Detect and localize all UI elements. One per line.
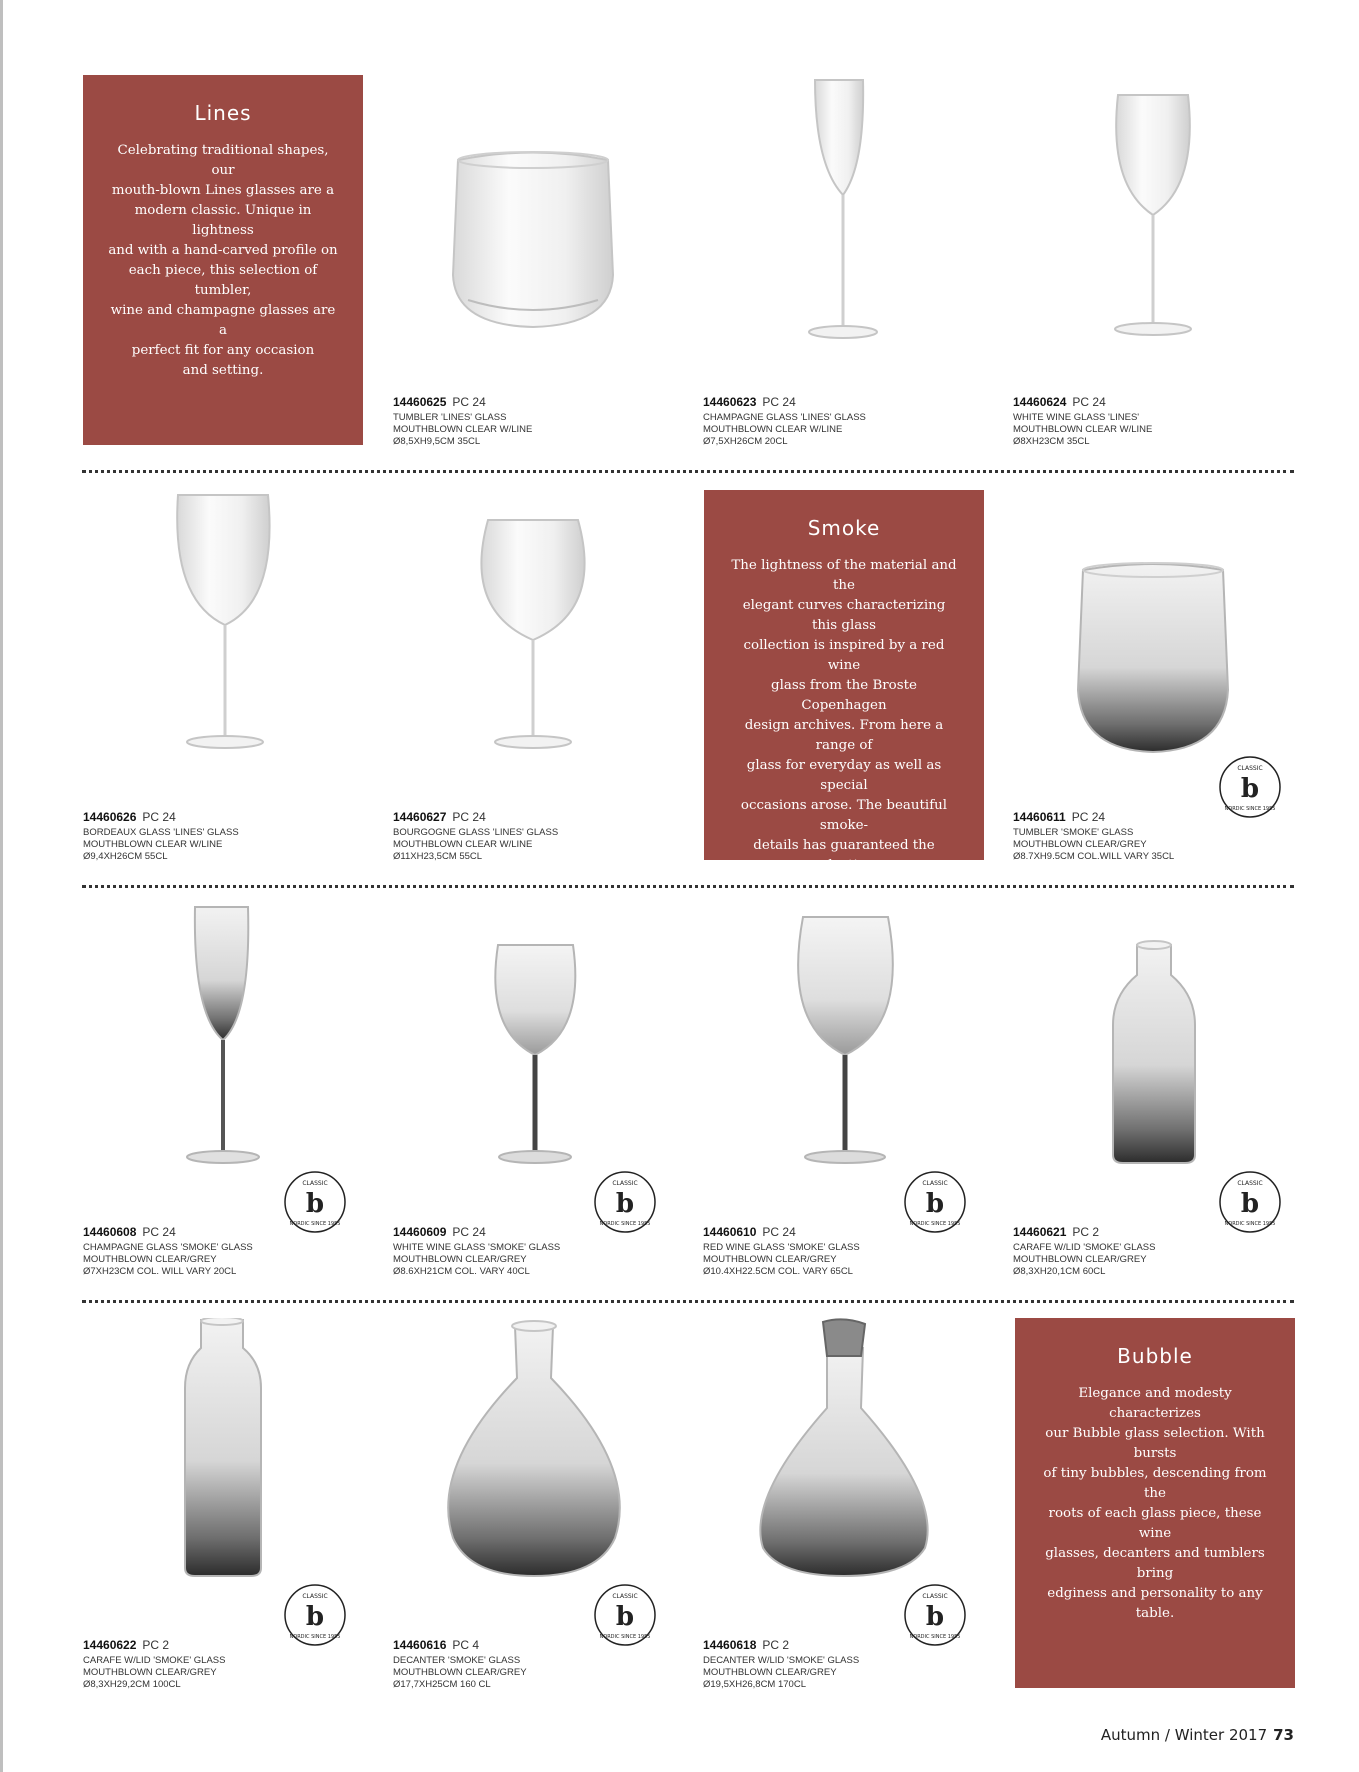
- smoke-title: Smoke: [807, 516, 881, 540]
- svg-text:NORDIC SINCE 1955: NORDIC SINCE 1955: [1224, 806, 1276, 812]
- product-card[interactable]: [83, 490, 383, 870]
- white-wine-smoke-icon: [393, 905, 693, 1175]
- product-code: 14460608: [83, 1225, 137, 1239]
- white-wine-glass-icon: [1013, 75, 1313, 345]
- svg-text:CLASSIC: CLASSIC: [612, 1180, 638, 1187]
- smoke-description: The lightness of the material and the elegant curves characterizing this glass collection is inspired by a red wine glass from the Broste Copenhagen design archives. From here a range of glass for everyday as well as special occasions arose. The beautiful smoke- details has guaranteed the selection a unique look.: [731, 558, 957, 893]
- product-code: 14460611: [1013, 810, 1066, 824]
- carafe-tall-icon: [83, 1318, 383, 1588]
- svg-text:CLASSIC: CLASSIC: [302, 1180, 328, 1187]
- product-caption: [83, 810, 383, 863]
- product-dimensions: Ø8.7XH9.5CM COL.WILL VARY 35CL: [1013, 851, 1175, 862]
- carafe-small-icon: [1013, 905, 1313, 1175]
- product-code: 14460621: [1013, 1225, 1067, 1239]
- product-caption: [393, 395, 693, 448]
- product-material: MOUTHBLOWN CLEAR/GREY: [703, 1254, 837, 1265]
- product-code: 14460609: [393, 1225, 447, 1239]
- bubble-description: Elegance and modesty characterizes our Bubble glass selection. With bursts of tiny bubbles, descending from the roots of each glass piece, these wine glasses, decanters and tumblers bring edginess and personality to any table.: [1043, 1386, 1267, 1621]
- product-material: MOUTHBLOWN CLEAR/GREY: [703, 1667, 837, 1678]
- product-material: MOUTHBLOWN CLEAR/GREY: [1013, 1254, 1147, 1265]
- product-name: CHAMPAGNE GLASS 'SMOKE' GLASS: [83, 1242, 253, 1253]
- row-divider-1: [82, 470, 1294, 473]
- svg-text:CLASSIC: CLASSIC: [1237, 1180, 1263, 1187]
- product-name: WHITE WINE GLASS 'SMOKE' GLASS: [393, 1242, 561, 1253]
- product-code: 14460623: [703, 395, 757, 409]
- pack-count: PC 24: [452, 395, 486, 409]
- pack-count: PC 4: [452, 1638, 480, 1652]
- product-caption: [393, 1638, 693, 1691]
- product-name: DECANTER 'SMOKE' GLASS: [393, 1655, 521, 1666]
- champagne-smoke-icon: [83, 905, 383, 1175]
- product-name: CARAFE W/LID 'SMOKE' GLASS: [1013, 1242, 1156, 1253]
- svg-text:CLASSIC: CLASSIC: [922, 1593, 948, 1600]
- product-code: 14460622: [83, 1638, 137, 1652]
- product-caption: [83, 1225, 383, 1278]
- bubble-title: Bubble: [1117, 1344, 1193, 1368]
- svg-text:b: b: [1240, 1189, 1260, 1219]
- decanter-lid-icon: [703, 1318, 1003, 1588]
- product-dimensions: Ø8,3XH20,1CM 60CL: [1013, 1266, 1106, 1277]
- product-name: TUMBLER 'SMOKE' GLASS: [1013, 827, 1134, 838]
- pack-count: PC 24: [452, 1225, 486, 1239]
- product-dimensions: Ø8,5XH9,5CM 35CL: [393, 436, 481, 447]
- bourgogne-glass-icon: [393, 490, 693, 760]
- product-name: BOURGOGNE GLASS 'LINES' GLASS: [393, 827, 559, 838]
- product-dimensions: Ø8XH23CM 35CL: [1013, 436, 1090, 447]
- lines-info-box: [83, 75, 363, 445]
- product-material: MOUTHBLOWN CLEAR/GREY: [83, 1667, 217, 1678]
- svg-text:NORDIC SINCE 1955: NORDIC SINCE 1955: [289, 1221, 341, 1227]
- product-code: 14460625: [393, 395, 447, 409]
- champagne-glass-icon: [703, 75, 1003, 345]
- product-caption: [1013, 810, 1313, 863]
- product-name: RED WINE GLASS 'SMOKE' GLASS: [703, 1242, 860, 1253]
- product-caption: [393, 810, 693, 863]
- pack-count: PC 2: [142, 1638, 170, 1652]
- svg-text:b: b: [925, 1602, 945, 1632]
- product-material: MOUTHBLOWN CLEAR W/LINE: [1013, 424, 1153, 435]
- red-wine-smoke-icon: [703, 905, 1003, 1175]
- product-name: TUMBLER 'LINES' GLASS: [393, 412, 507, 423]
- product-code: 14460610: [703, 1225, 757, 1239]
- svg-text:NORDIC SINCE 1955: NORDIC SINCE 1955: [909, 1221, 961, 1227]
- product-caption: [703, 395, 1003, 448]
- product-name: DECANTER W/LID 'SMOKE' GLASS: [703, 1655, 860, 1666]
- product-dimensions: Ø17,7XH25CM 160 CL: [393, 1679, 491, 1690]
- product-card[interactable]: [1013, 75, 1313, 455]
- pack-count: PC 24: [1071, 810, 1106, 824]
- svg-text:b: b: [615, 1602, 635, 1632]
- product-dimensions: Ø8,3XH29,2CM 100CL: [83, 1679, 181, 1690]
- product-material: MOUTHBLOWN CLEAR/GREY: [393, 1667, 527, 1678]
- product-code: 14460616: [393, 1638, 447, 1652]
- tumbler-smoke-icon: [1013, 490, 1313, 760]
- product-dimensions: Ø11XH23,5CM 55CL: [393, 851, 483, 862]
- product-caption: [1013, 1225, 1313, 1278]
- svg-text:b: b: [305, 1189, 325, 1219]
- row-divider-3: [82, 1300, 1294, 1303]
- product-dimensions: Ø8.6XH21CM COL. VARY 40CL: [393, 1266, 530, 1277]
- season-label: Autumn / Winter 2017: [1100, 1726, 1268, 1744]
- row-divider-2: [82, 885, 1294, 888]
- product-material: MOUTHBLOWN CLEAR W/LINE: [393, 424, 533, 435]
- product-caption: [703, 1225, 1003, 1278]
- pack-count: PC 24: [1072, 395, 1106, 409]
- product-caption: [1013, 395, 1313, 448]
- svg-text:b: b: [615, 1189, 635, 1219]
- svg-text:NORDIC SINCE 1955: NORDIC SINCE 1955: [1224, 1221, 1276, 1227]
- product-name: CHAMPAGNE GLASS 'LINES' GLASS: [703, 412, 866, 423]
- pack-count: PC 2: [762, 1638, 790, 1652]
- product-caption: [83, 1638, 383, 1691]
- product-card[interactable]: [1013, 490, 1313, 870]
- product-card[interactable]: [83, 1318, 383, 1698]
- product-card[interactable]: [393, 1318, 693, 1698]
- page-edge: [0, 0, 3, 1772]
- svg-text:b: b: [925, 1189, 945, 1219]
- svg-text:CLASSIC: CLASSIC: [922, 1180, 948, 1187]
- decanter-icon: [393, 1318, 693, 1588]
- pack-count: PC 24: [142, 810, 176, 824]
- pack-count: PC 24: [142, 1225, 176, 1239]
- product-material: MOUTHBLOWN CLEAR/GREY: [83, 1254, 217, 1265]
- product-code: 14460627: [393, 810, 447, 824]
- product-caption: [703, 1638, 1003, 1691]
- product-card[interactable]: [83, 905, 383, 1285]
- pack-count: PC 24: [762, 395, 796, 409]
- svg-text:CLASSIC: CLASSIC: [612, 1593, 638, 1600]
- pack-count: PC 24: [452, 810, 486, 824]
- product-card[interactable]: [703, 905, 1003, 1285]
- svg-text:NORDIC SINCE 1955: NORDIC SINCE 1955: [909, 1634, 961, 1640]
- pack-count: PC 24: [762, 1225, 796, 1239]
- product-material: MOUTHBLOWN CLEAR W/LINE: [703, 424, 843, 435]
- product-dimensions: Ø10.4XH22.5CM COL. VARY 65CL: [703, 1266, 853, 1277]
- product-card[interactable]: [1013, 905, 1313, 1285]
- svg-text:b: b: [1240, 774, 1260, 804]
- svg-text:CLASSIC: CLASSIC: [1237, 765, 1263, 772]
- product-card[interactable]: [393, 75, 693, 455]
- page-number: 73: [1273, 1726, 1294, 1744]
- svg-text:CLASSIC: CLASSIC: [302, 1593, 328, 1600]
- product-dimensions: Ø19,5XH26,8CM 170CL: [703, 1679, 806, 1690]
- product-code: 14460618: [703, 1638, 757, 1652]
- bordeaux-glass-icon: [83, 490, 383, 760]
- product-material: MOUTHBLOWN CLEAR/GREY: [1013, 839, 1147, 850]
- product-code: 14460624: [1013, 395, 1067, 409]
- product-material: MOUTHBLOWN CLEAR W/LINE: [393, 839, 533, 850]
- product-card[interactable]: [703, 75, 1003, 455]
- product-card[interactable]: [703, 1318, 1003, 1698]
- bubble-info-box: [1015, 1318, 1295, 1688]
- svg-text:NORDIC SINCE 1955: NORDIC SINCE 1955: [289, 1634, 341, 1640]
- product-code: 14460626: [83, 810, 137, 824]
- lines-description: Celebrating traditional shapes, our mouth-blown Lines glasses are a modern classic. Unique in lightness and with a hand-carved profile on each piece, this selection of tumbler, wine and champagne glasses are a perfect fit for any occasion and setting.: [108, 143, 338, 378]
- product-dimensions: Ø9,4XH26CM 55CL: [83, 851, 168, 862]
- svg-text:NORDIC SINCE 1955: NORDIC SINCE 1955: [599, 1634, 651, 1640]
- product-name: WHITE WINE GLASS 'LINES': [1013, 412, 1140, 423]
- product-dimensions: Ø7XH23CM COL. WILL VARY 20CL: [83, 1266, 237, 1277]
- product-name: BORDEAUX GLASS 'LINES' GLASS: [83, 827, 239, 838]
- svg-text:NORDIC SINCE 1955: NORDIC SINCE 1955: [599, 1221, 651, 1227]
- product-name: CARAFE W/LID 'SMOKE' GLASS: [83, 1655, 226, 1666]
- product-material: MOUTHBLOWN CLEAR/GREY: [393, 1254, 527, 1265]
- smoke-info-box: [704, 490, 984, 893]
- product-caption: [393, 1225, 693, 1278]
- product-dimensions: Ø7,5XH26CM 20CL: [703, 436, 788, 447]
- product-card[interactable]: [393, 490, 693, 870]
- product-material: MOUTHBLOWN CLEAR W/LINE: [83, 839, 223, 850]
- product-card[interactable]: [393, 905, 693, 1285]
- svg-text:b: b: [305, 1602, 325, 1632]
- lines-title: Lines: [194, 101, 252, 125]
- pack-count: PC 2: [1072, 1225, 1100, 1239]
- tumbler-lines-icon: [393, 75, 693, 345]
- page-footer: [1101, 1726, 1294, 1744]
